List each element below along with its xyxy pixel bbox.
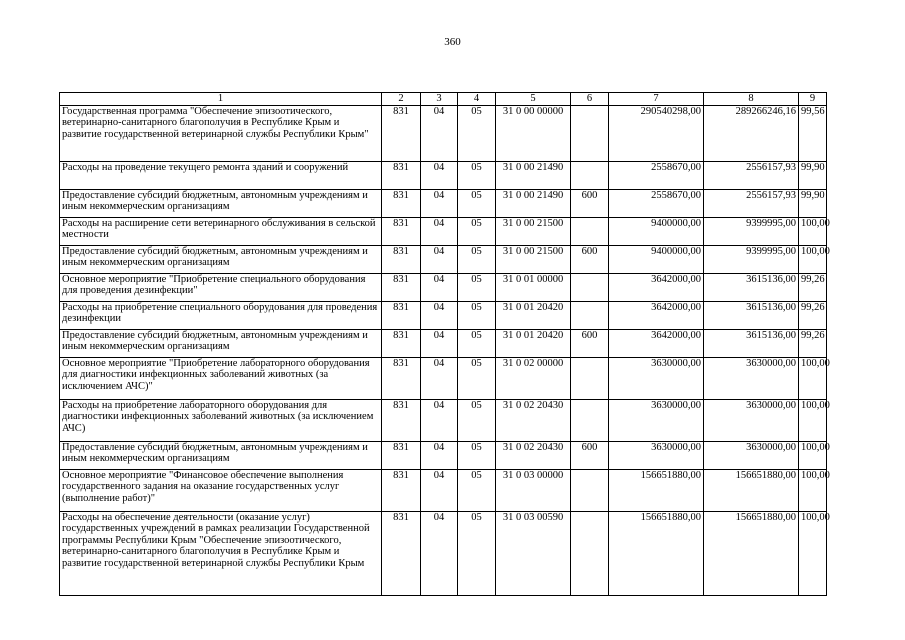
row-code-expense-type: 600	[571, 189, 609, 217]
table-row	[60, 357, 827, 399]
row-code-subsection: 05	[458, 511, 496, 595]
row-code-ministry: 831	[382, 301, 421, 329]
row-code-section: 04	[421, 273, 458, 301]
row-percent: 100,00	[799, 217, 827, 245]
column-header-4: 4	[458, 93, 496, 106]
row-executed: 3630000,00	[704, 399, 799, 441]
row-code-ministry: 831	[382, 217, 421, 245]
table-body	[60, 105, 830, 595]
row-code-expense-type	[571, 273, 609, 301]
row-percent: 99,26	[799, 273, 827, 301]
table-row	[60, 301, 827, 329]
row-code-target: 31 0 00 21500	[496, 245, 571, 273]
column-header-8: 8	[704, 93, 799, 106]
row-name: Государственная программа "Обеспечение эпизоотического, ветеринарно-санитарного благополучия в Республике Крым и развитие государственной ветеринарной службы Республики Крым"	[60, 105, 382, 161]
table-row	[60, 441, 827, 469]
row-planned: 156651880,00	[609, 469, 704, 511]
row-percent: 99,56	[799, 105, 827, 161]
row-executed: 2556157,93	[704, 161, 799, 189]
row-planned: 3642000,00	[609, 329, 704, 357]
table-row	[60, 245, 827, 273]
row-code-expense-type	[571, 105, 609, 161]
row-code-expense-type	[571, 217, 609, 245]
column-header-2: 2	[382, 93, 421, 106]
row-percent: 99,90	[799, 161, 827, 189]
row-code-expense-type	[571, 399, 609, 441]
row-planned: 156651880,00	[609, 511, 704, 595]
row-name: Расходы на проведение текущего ремонта зданий и сооружений	[60, 161, 382, 189]
row-planned: 3630000,00	[609, 399, 704, 441]
row-code-target: 31 0 03 00590	[496, 511, 571, 595]
row-code-expense-type: 600	[571, 441, 609, 469]
row-code-ministry: 831	[382, 357, 421, 399]
row-percent: 100,00	[799, 245, 827, 273]
row-executed: 9399995,00	[704, 245, 799, 273]
row-code-ministry: 831	[382, 441, 421, 469]
row-code-section: 04	[421, 301, 458, 329]
row-code-target: 31 0 00 21490	[496, 161, 571, 189]
row-code-section: 04	[421, 357, 458, 399]
row-code-ministry: 831	[382, 189, 421, 217]
row-code-target: 31 0 02 20430	[496, 399, 571, 441]
column-header-3: 3	[421, 93, 458, 106]
column-header-6: 6	[571, 93, 609, 106]
row-name: Предоставление субсидий бюджетным, автономным учреждениям и иным некоммерческим организациям	[60, 441, 382, 469]
row-code-subsection: 05	[458, 273, 496, 301]
row-executed: 3630000,00	[704, 357, 799, 399]
table-row	[60, 273, 827, 301]
table-row	[60, 399, 827, 441]
row-planned: 2558670,00	[609, 189, 704, 217]
row-planned: 2558670,00	[609, 161, 704, 189]
row-percent: 100,00	[799, 441, 827, 469]
row-executed: 156651880,00	[704, 511, 799, 595]
column-header-7: 7	[609, 93, 704, 106]
budget-table	[59, 92, 830, 596]
row-code-subsection: 05	[458, 161, 496, 189]
row-percent: 100,00	[799, 469, 827, 511]
table-row	[60, 105, 827, 161]
table-row	[60, 217, 827, 245]
row-executed: 156651880,00	[704, 469, 799, 511]
row-name: Основное мероприятие "Приобретение лабораторного оборудования для диагностики инфекционных заболеваний животных (за исключением АЧС)"	[60, 357, 382, 399]
row-code-target: 31 0 03 00000	[496, 469, 571, 511]
table-row	[60, 329, 827, 357]
row-executed: 3630000,00	[704, 441, 799, 469]
row-code-ministry: 831	[382, 399, 421, 441]
row-code-ministry: 831	[382, 161, 421, 189]
row-code-target: 31 0 00 21500	[496, 217, 571, 245]
row-name: Предоставление субсидий бюджетным, автономным учреждениям и иным некоммерческим организациям	[60, 245, 382, 273]
table-row	[60, 469, 827, 511]
row-code-expense-type	[571, 511, 609, 595]
page-number: 360	[444, 36, 461, 48]
row-code-subsection: 05	[458, 245, 496, 273]
row-code-section: 04	[421, 105, 458, 161]
row-name: Расходы на расширение сети ветеринарного обслуживания в сельской местности	[60, 217, 382, 245]
table-row	[60, 161, 827, 189]
row-code-target: 31 0 02 20430	[496, 441, 571, 469]
row-name: Предоставление субсидий бюджетным, автономным учреждениям и иным некоммерческим организациям	[60, 189, 382, 217]
row-executed: 289266246,16	[704, 105, 799, 161]
row-code-section: 04	[421, 399, 458, 441]
row-code-section: 04	[421, 189, 458, 217]
row-percent: 100,00	[799, 399, 827, 441]
row-code-target: 31 0 01 20420	[496, 301, 571, 329]
row-name: Предоставление субсидий бюджетным, автономным учреждениям и иным некоммерческим организациям	[60, 329, 382, 357]
row-code-ministry: 831	[382, 329, 421, 357]
row-code-subsection: 05	[458, 301, 496, 329]
row-code-target: 31 0 01 20420	[496, 329, 571, 357]
row-code-section: 04	[421, 441, 458, 469]
row-code-expense-type	[571, 161, 609, 189]
row-code-target: 31 0 02 00000	[496, 357, 571, 399]
row-code-ministry: 831	[382, 469, 421, 511]
row-code-section: 04	[421, 161, 458, 189]
row-planned: 9400000,00	[609, 245, 704, 273]
row-percent: 99,26	[799, 301, 827, 329]
row-code-ministry: 831	[382, 511, 421, 595]
row-code-target: 31 0 01 00000	[496, 273, 571, 301]
table-row	[60, 189, 827, 217]
table-row	[60, 511, 827, 595]
column-header-1: 1	[60, 93, 382, 106]
row-code-subsection: 05	[458, 217, 496, 245]
row-code-subsection: 05	[458, 357, 496, 399]
row-executed: 9399995,00	[704, 217, 799, 245]
row-executed: 2556157,93	[704, 189, 799, 217]
row-planned: 290540298,00	[609, 105, 704, 161]
row-name: Основное мероприятие "Приобретение специального оборудования для проведения дезинфекции"	[60, 273, 382, 301]
column-header-9: 9	[799, 93, 827, 106]
row-code-section: 04	[421, 469, 458, 511]
row-name: Расходы на приобретение лабораторного оборудования для диагностики инфекционных заболеваний животных (за исключением АЧС)	[60, 399, 382, 441]
row-code-expense-type	[571, 301, 609, 329]
column-header-5: 5	[496, 93, 571, 106]
row-code-expense-type	[571, 357, 609, 399]
header-row	[60, 93, 827, 106]
row-code-subsection: 05	[458, 329, 496, 357]
row-name: Расходы на обеспечение деятельности (оказание услуг) государственных учреждений в рамках реализации Государственной программы Республики Крым "Обеспечение эпизоотического, ветеринарно-санитарного благополучия в Республике Крым и развитие государственной ветеринарной службы Республики Крым	[60, 511, 382, 595]
row-planned: 3642000,00	[609, 301, 704, 329]
row-code-section: 04	[421, 217, 458, 245]
row-code-subsection: 05	[458, 105, 496, 161]
row-code-subsection: 05	[458, 399, 496, 441]
row-code-ministry: 831	[382, 273, 421, 301]
row-percent: 100,00	[799, 511, 827, 595]
row-code-subsection: 05	[458, 469, 496, 511]
row-code-subsection: 05	[458, 189, 496, 217]
row-planned: 3630000,00	[609, 441, 704, 469]
row-executed: 3615136,00	[704, 273, 799, 301]
row-code-expense-type: 600	[571, 329, 609, 357]
row-executed: 3615136,00	[704, 329, 799, 357]
row-planned: 3630000,00	[609, 357, 704, 399]
row-code-expense-type: 600	[571, 245, 609, 273]
row-code-section: 04	[421, 329, 458, 357]
row-code-ministry: 831	[382, 105, 421, 161]
row-code-section: 04	[421, 245, 458, 273]
row-code-expense-type	[571, 469, 609, 511]
row-percent: 100,00	[799, 357, 827, 399]
row-executed: 3615136,00	[704, 301, 799, 329]
row-name: Расходы на приобретение специального оборудования для проведения дезинфекции	[60, 301, 382, 329]
row-percent: 99,26	[799, 329, 827, 357]
row-code-target: 31 0 00 21490	[496, 189, 571, 217]
row-code-target: 31 0 00 00000	[496, 105, 571, 161]
row-planned: 3642000,00	[609, 273, 704, 301]
row-planned: 9400000,00	[609, 217, 704, 245]
row-code-subsection: 05	[458, 441, 496, 469]
row-name: Основное мероприятие "Финансовое обеспечение выполнения государственного задания на оказание государственных услуг (выполнение работ)"	[60, 469, 382, 511]
row-code-ministry: 831	[382, 245, 421, 273]
row-percent: 99,90	[799, 189, 827, 217]
row-code-section: 04	[421, 511, 458, 595]
